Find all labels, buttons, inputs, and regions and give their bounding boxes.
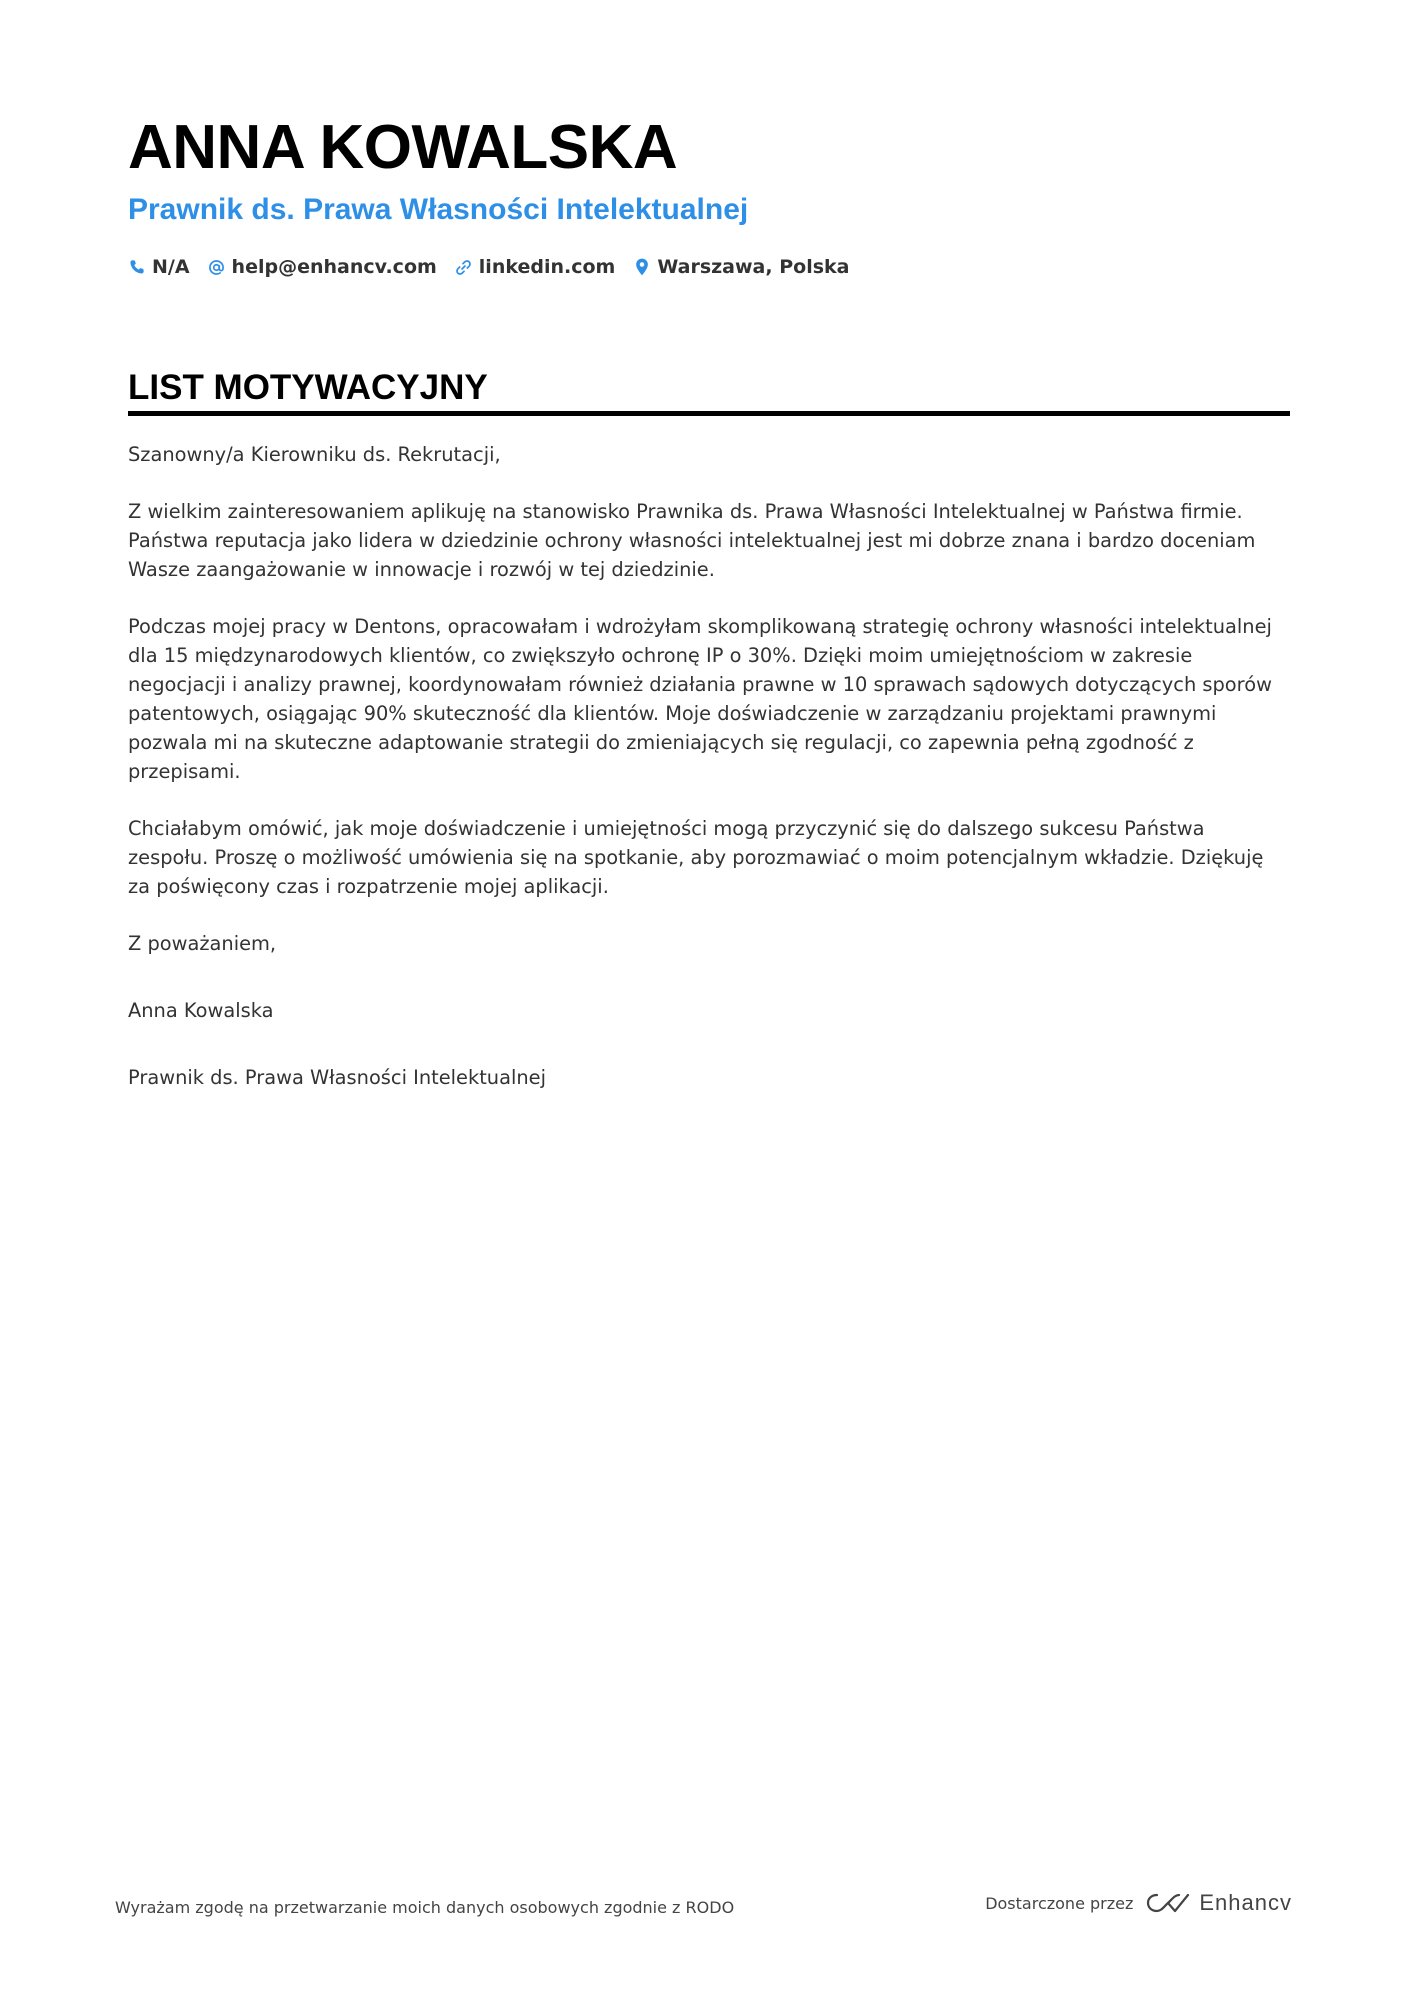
letter-paragraph: Chciałabym omówić, jak moje doświadczenie i umiejętności mogą przyczynić się do dalszego sukcesu Państwa zespołu. Proszę o możliwość umówienia się na spotkanie, aby porozmawiać o moim potencjalnym wkładzie. Dziękuję za poświęcony czas i rozpatrzenie mojej aplikacji.: [128, 817, 1264, 898]
contact-email-text[interactable]: help@enhancv.com: [231, 256, 437, 278]
at-icon: [208, 257, 226, 277]
gdpr-consent: Wyrażam zgodę na przetwarzanie moich danych osobowych zgodnie z RODO: [115, 1898, 735, 1917]
contact-location-text: Warszawa, Polska: [657, 256, 850, 278]
candidate-name: ANNA KOWALSKA: [128, 113, 678, 182]
contact-linkedin-text[interactable]: linkedin.com: [478, 256, 616, 278]
powered-by[interactable]: [985, 1890, 1292, 1916]
location-pin-icon: [633, 257, 651, 277]
candidate-job-title: Prawnik ds. Prawa Własności Intelektualnej: [128, 193, 749, 226]
letter-signer-name: Anna Kowalska: [128, 999, 274, 1022]
brand-name: Enhancv: [1199, 1890, 1292, 1915]
powered-by-label: Dostarczone przez: [985, 1893, 1134, 1913]
contact-linkedin[interactable]: [455, 256, 616, 278]
contact-phone: [128, 256, 190, 278]
link-icon: [455, 257, 473, 277]
contact-email[interactable]: [208, 256, 437, 278]
contact-phone-text: N/A: [152, 256, 190, 278]
letter-paragraph: Z wielkim zainteresowaniem aplikuję na stanowisko Prawnika ds. Prawa Własności Intelektualnej w Państwa firmie. Państwa reputacja jako lidera w dziedzinie ochrony własności intelektualnej jest mi dobrze znana i bardzo doceniam Wasze zaangażowanie w innowacje i rozwój w tej dziedzinie.: [128, 500, 1256, 581]
letter-closing: Z poważaniem,: [128, 932, 277, 955]
infinity-logo-icon: [1145, 1891, 1191, 1915]
section-title: LIST MOTYWACYJNY: [128, 368, 488, 407]
enhancv-logo[interactable]: [1145, 1890, 1292, 1916]
letter-body: [128, 440, 1290, 1120]
section-divider: [128, 411, 1290, 416]
letter-greeting: Szanowny/a Kierowniku ds. Rekrutacji,: [128, 443, 501, 466]
contact-location: [633, 256, 849, 278]
letter-signer-title: Prawnik ds. Prawa Własności Intelektualnej: [128, 1066, 546, 1089]
letter-paragraph: Podczas mojej pracy w Dentons, opracowałam i wdrożyłam skomplikowaną strategię ochrony własności intelektualnej dla 15 międzynarodowych klientów, co zwiększyło ochronę IP o 30%. Dzięki moim umiejętnościom w zakresie negocjacji i analizy prawnej, koordynowałam również działania prawne w 10 sprawach sądowych dotyczących sporów patentowych, osiągając 90% skuteczność dla klientów. Moje doświadczenie w zarządzaniu projektami prawnymi pozwala mi na skuteczne adaptowanie strategii do zmieniających się regulacji, co zapewnia pełną zgodność z przepisami.: [128, 615, 1272, 783]
phone-icon: [128, 257, 146, 277]
contact-bar: [128, 253, 867, 281]
